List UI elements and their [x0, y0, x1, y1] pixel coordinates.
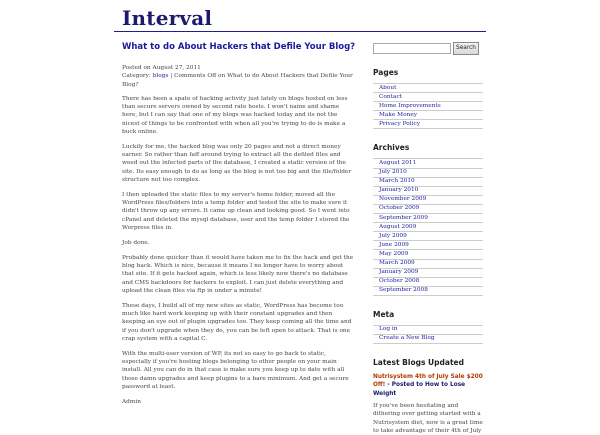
page-link[interactable]: Make Money [373, 111, 483, 120]
page-link[interactable]: Contact [373, 93, 483, 102]
post-paragraph: Probably done quicker than it would have taken me to fix the hack and get the blog back. Which is nice, because it means I no longer have to worry about that site. If it gets hacked again, which is less likely now there's no database and CMS backdoors for hackers to exploit. I can just delete everything and upload the clean files via ftp in under a minute! [122, 254, 354, 294]
category-label: Category: [122, 73, 151, 80]
meta-link[interactable]: Create a New Blog [373, 335, 483, 344]
archive-link[interactable]: August 2011 [373, 159, 483, 168]
site-header [114, 4, 486, 32]
archive-link[interactable]: March 2009 [373, 260, 483, 269]
latest-blog-posted-to[interactable]: - Posted to How to Lose Weight [373, 382, 466, 397]
archive-link[interactable]: September 2009 [373, 214, 483, 223]
archive-link[interactable]: August 2009 [373, 223, 483, 232]
archives-title: Archives [373, 143, 410, 153]
post-date: Posted on August 27, 2011 [122, 65, 201, 71]
page-link[interactable]: About [373, 84, 483, 93]
site-title[interactable]: Interval [122, 6, 213, 30]
meta-title: Meta [373, 309, 395, 319]
post-paragraph: With the multi-user version of WP, its not so easy to go back to static, especially if you're hosting blogs belonging to other people on your main install. All you can do in that case is make sure you keep up to date with all those damn upgrades and keep plugins to a bare minimum. And get a secure password at least. [122, 350, 349, 390]
search-input[interactable] [373, 43, 451, 54]
post-paragraph: There has been a spate of hacking activity just lately on blogs hosted on less than secure servers owned by second rate hosts. I won't name and shame here, but I can say that one of my blogs was hacked today and its not the nicest of things to be confronted with when all you're trying to do is make a buck online. [122, 95, 348, 136]
meta-list [373, 325, 483, 344]
pages-list [373, 83, 483, 129]
archive-link[interactable]: March 2010 [373, 178, 483, 187]
search-button[interactable]: Search [453, 42, 479, 55]
meta-link[interactable]: Log in [373, 326, 483, 335]
page-link[interactable]: Privacy Policy [373, 120, 483, 129]
comments-status: | Comments Off on What to do About Hackers that Defile Your Blog? [122, 73, 353, 88]
archive-link[interactable]: July 2009 [373, 232, 483, 241]
pages-title: Pages [373, 68, 399, 77]
post-title[interactable]: What to do About Hackers that Defile Your Blog? [122, 42, 356, 52]
archive-link[interactable]: November 2009 [373, 196, 483, 205]
main-content [122, 42, 356, 412]
archive-link[interactable]: July 2010 [373, 169, 483, 178]
latest-blogs-title: Latest Blogs Updated [373, 358, 464, 368]
latest-blog-excerpt: If you've been hesitating and dithering over getting started with a Nutrisystem diet, now is a great time to take advantage of their 4th of July [373, 402, 483, 434]
archive-link[interactable]: May 2009 [373, 250, 483, 259]
archive-link[interactable]: October 2008 [373, 278, 483, 287]
page-link[interactable]: Home Improvements [373, 102, 483, 111]
archive-link[interactable]: January 2010 [373, 187, 483, 196]
post-paragraph: I then uploaded the static files to my server's home folder, moved all the WordPress files/folders into a temp folder and tested the site to make sure it didn't throw up any errors. It came up clean and looking good. So I went into cPanel and deleted the mysql database, user and the temp folder I stored the Worpress files in. [122, 191, 350, 232]
post-paragraph: These days, I build all of my new sites as static, WordPress has become too much like hard work keeping up with their constant upgrades and then keeping an eye out of plugin upgrades too. They keep coming all the time and if you don't upgrade when they do, you can be left open to attack. That is one crap system with a capital C. [122, 302, 352, 342]
archive-link[interactable]: September 2008 [373, 287, 483, 296]
archive-link[interactable]: June 2009 [373, 241, 483, 250]
latest-blog-entry [373, 373, 483, 398]
archive-link[interactable]: October 2009 [373, 205, 483, 214]
post-meta [122, 64, 356, 89]
category-link[interactable]: blogs [152, 73, 169, 80]
archive-link[interactable]: January 2009 [373, 269, 483, 278]
post-paragraph: Admin [122, 398, 141, 405]
search-form [373, 42, 483, 56]
post-body [122, 95, 356, 406]
sidebar [373, 42, 483, 435]
latest-blog-link[interactable]: Nutrisystem 4th of July Sale $200 Off! [373, 374, 483, 389]
archives-list [373, 158, 483, 295]
post-paragraph: Job done. [122, 239, 150, 246]
post-paragraph: Luckily for me, the hacked blog was only 20 pages and not a direct money earner. So rather than faff around trying to extract all the defiled files and weed out the infected parts of the database, I created a static version of the site. Its easy enough to do as long as the blog is not too big and the file/folder structure not too complex. [122, 143, 352, 184]
